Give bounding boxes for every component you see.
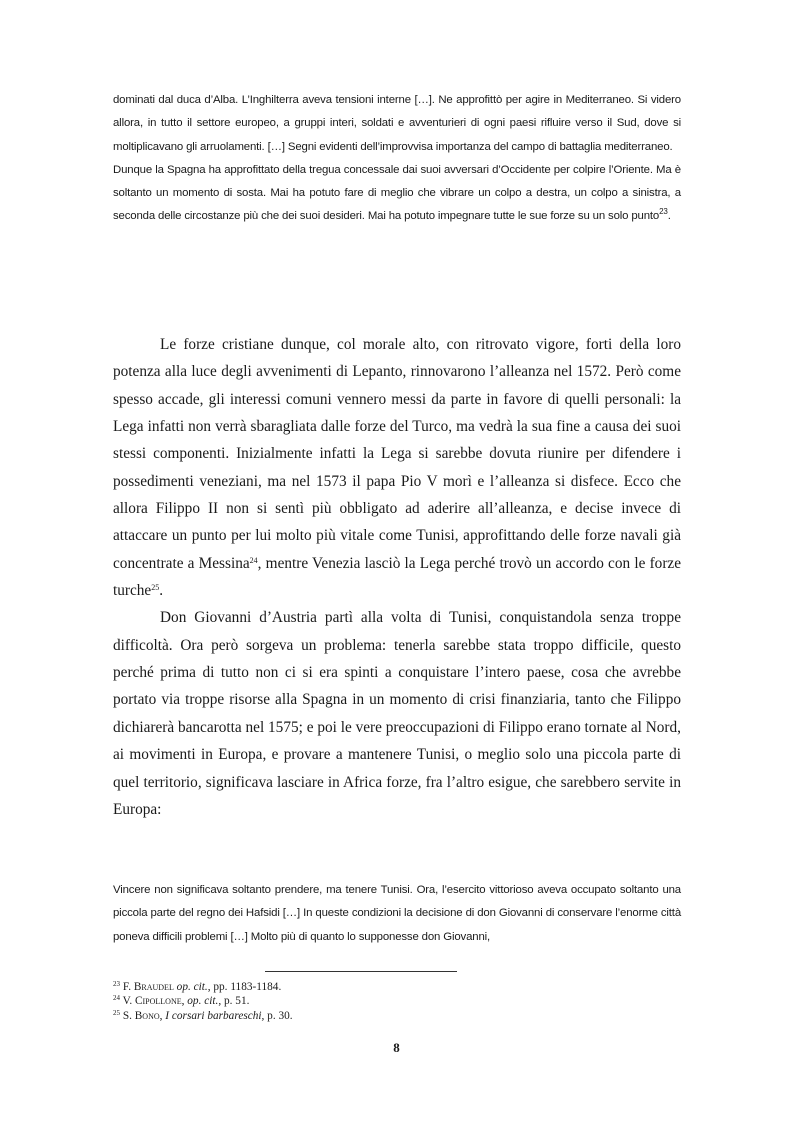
footnote-separator — [265, 971, 457, 972]
quote-paragraph: dominati dal duca d’Alba. L’Inghilterra aveva tensioni interne […]. Ne approfittò per agire in Mediterraneo. Si videro allora, in tutto il settore europeo, a gruppi interi, soldati e avventurieri di ogni paesi rifluire verso il Sud, dove si moltiplicavano gli arruolamenti. […] Segni evidenti dell’improvvisa importanza del campo di battaglia mediterraneo. — [113, 94, 681, 153]
page-number: 8 — [393, 1040, 400, 1055]
footnotes — [113, 980, 681, 1023]
footnote-ref[interactable]: 24 — [249, 555, 258, 565]
block-quote-braudel — [113, 89, 681, 229]
body-text — [113, 331, 681, 823]
quote-paragraph: Dunque la Spagna ha approfittato della tregua concessale dai suoi avversari d’Occidente per colpire l’Oriente. Ma è soltanto un momento di sosta. Mai ha potuto fare di meglio che vibrare un colpo a destra, un colpo a sinistra, a seconda delle circostanze più che dei suoi desideri. Mai ha potuto impegnare tutte le sue forze su un solo punto$^{23}$. — [113, 163, 681, 223]
footnote-item: $^{23}$ F. Braudel op. cit., pp. 1183-1184. — [113, 980, 282, 993]
footnote-ref[interactable]: 25 — [151, 583, 160, 593]
quote-paragraph: Vincere non significava soltanto prendere, ma tenere Tunisi. Ora, l’esercito vittorioso aveva occupato soltanto una piccola parte del regno dei Hafsidi […] In queste condizioni la decisione di don Giovanni di conservare l’enorme città poneva difficili problemi […] Molto più di quanto lo supponesse don Giovanni, — [113, 884, 681, 943]
body-paragraph: Le forze cristiane dunque, col morale alto, con ritrovato vigore, forti della loro potenza alla luce degli avvenimenti di Lepanto, rinnovarono l’alleanza nel 1572. Però come spesso accade, gli interessi comuni vennero messi da parte in favore di quelli personali: la Lega infatti non verrà sbaragliata dalle forze del Turco, ma vedrà la sua fine a causa dei suoi stessi componenti. Inizialmente infatti la Lega si sarebbe dovuta riunire per difendere i possedimenti veneziani, ma nel 1573 il papa Pio V morì e l’alleanza si disfece. Ecco che allora Filippo II non si sentì più obbligato ad aderire all’alleanza, e decise invece di attaccare un punto per lui molto più vitale come Tunisi, approfittando delle forze navali già concentrate a Messina$^{24}$, mentre Venezia lasciò la Lega perché trovò un accordo con le forze turche$^{25}$. — [113, 336, 681, 600]
footnote-ref[interactable]: 23 — [659, 207, 668, 217]
footnote-item: $^{25}$ S. Bono, I corsari barbareschi, p. 30. — [113, 1008, 293, 1022]
footnote-item: $^{24}$ V. Cipollone, op. cit., p. 51. — [113, 994, 250, 1008]
block-quote-tunisi — [113, 879, 681, 949]
body-paragraph: Don Giovanni d’Austria partì alla volta di Tunisi, conquistandola senza troppe difficoltà. Ora però sorgeva un problema: tenerla sarebbe stata troppo difficile, questo perché prima di tutto non ci si era spinti a conquistare l’intero paese, cosa che avrebbe portato via troppe risorse alla Spagna in un momento di crisi finanziaria, tanto che Filippo dichiarerà bancarotta nel 1575; e poi le vere preoccupazioni di Filippo erano tornate al Nord, ai movimenti in Europa, e provare a mantenere Tunisi, o meglio solo una piccola parte di quel territorio, significava lasciare in Africa forze, fra l’altro esigue, che sarebbero servite in Europa: — [113, 609, 681, 818]
